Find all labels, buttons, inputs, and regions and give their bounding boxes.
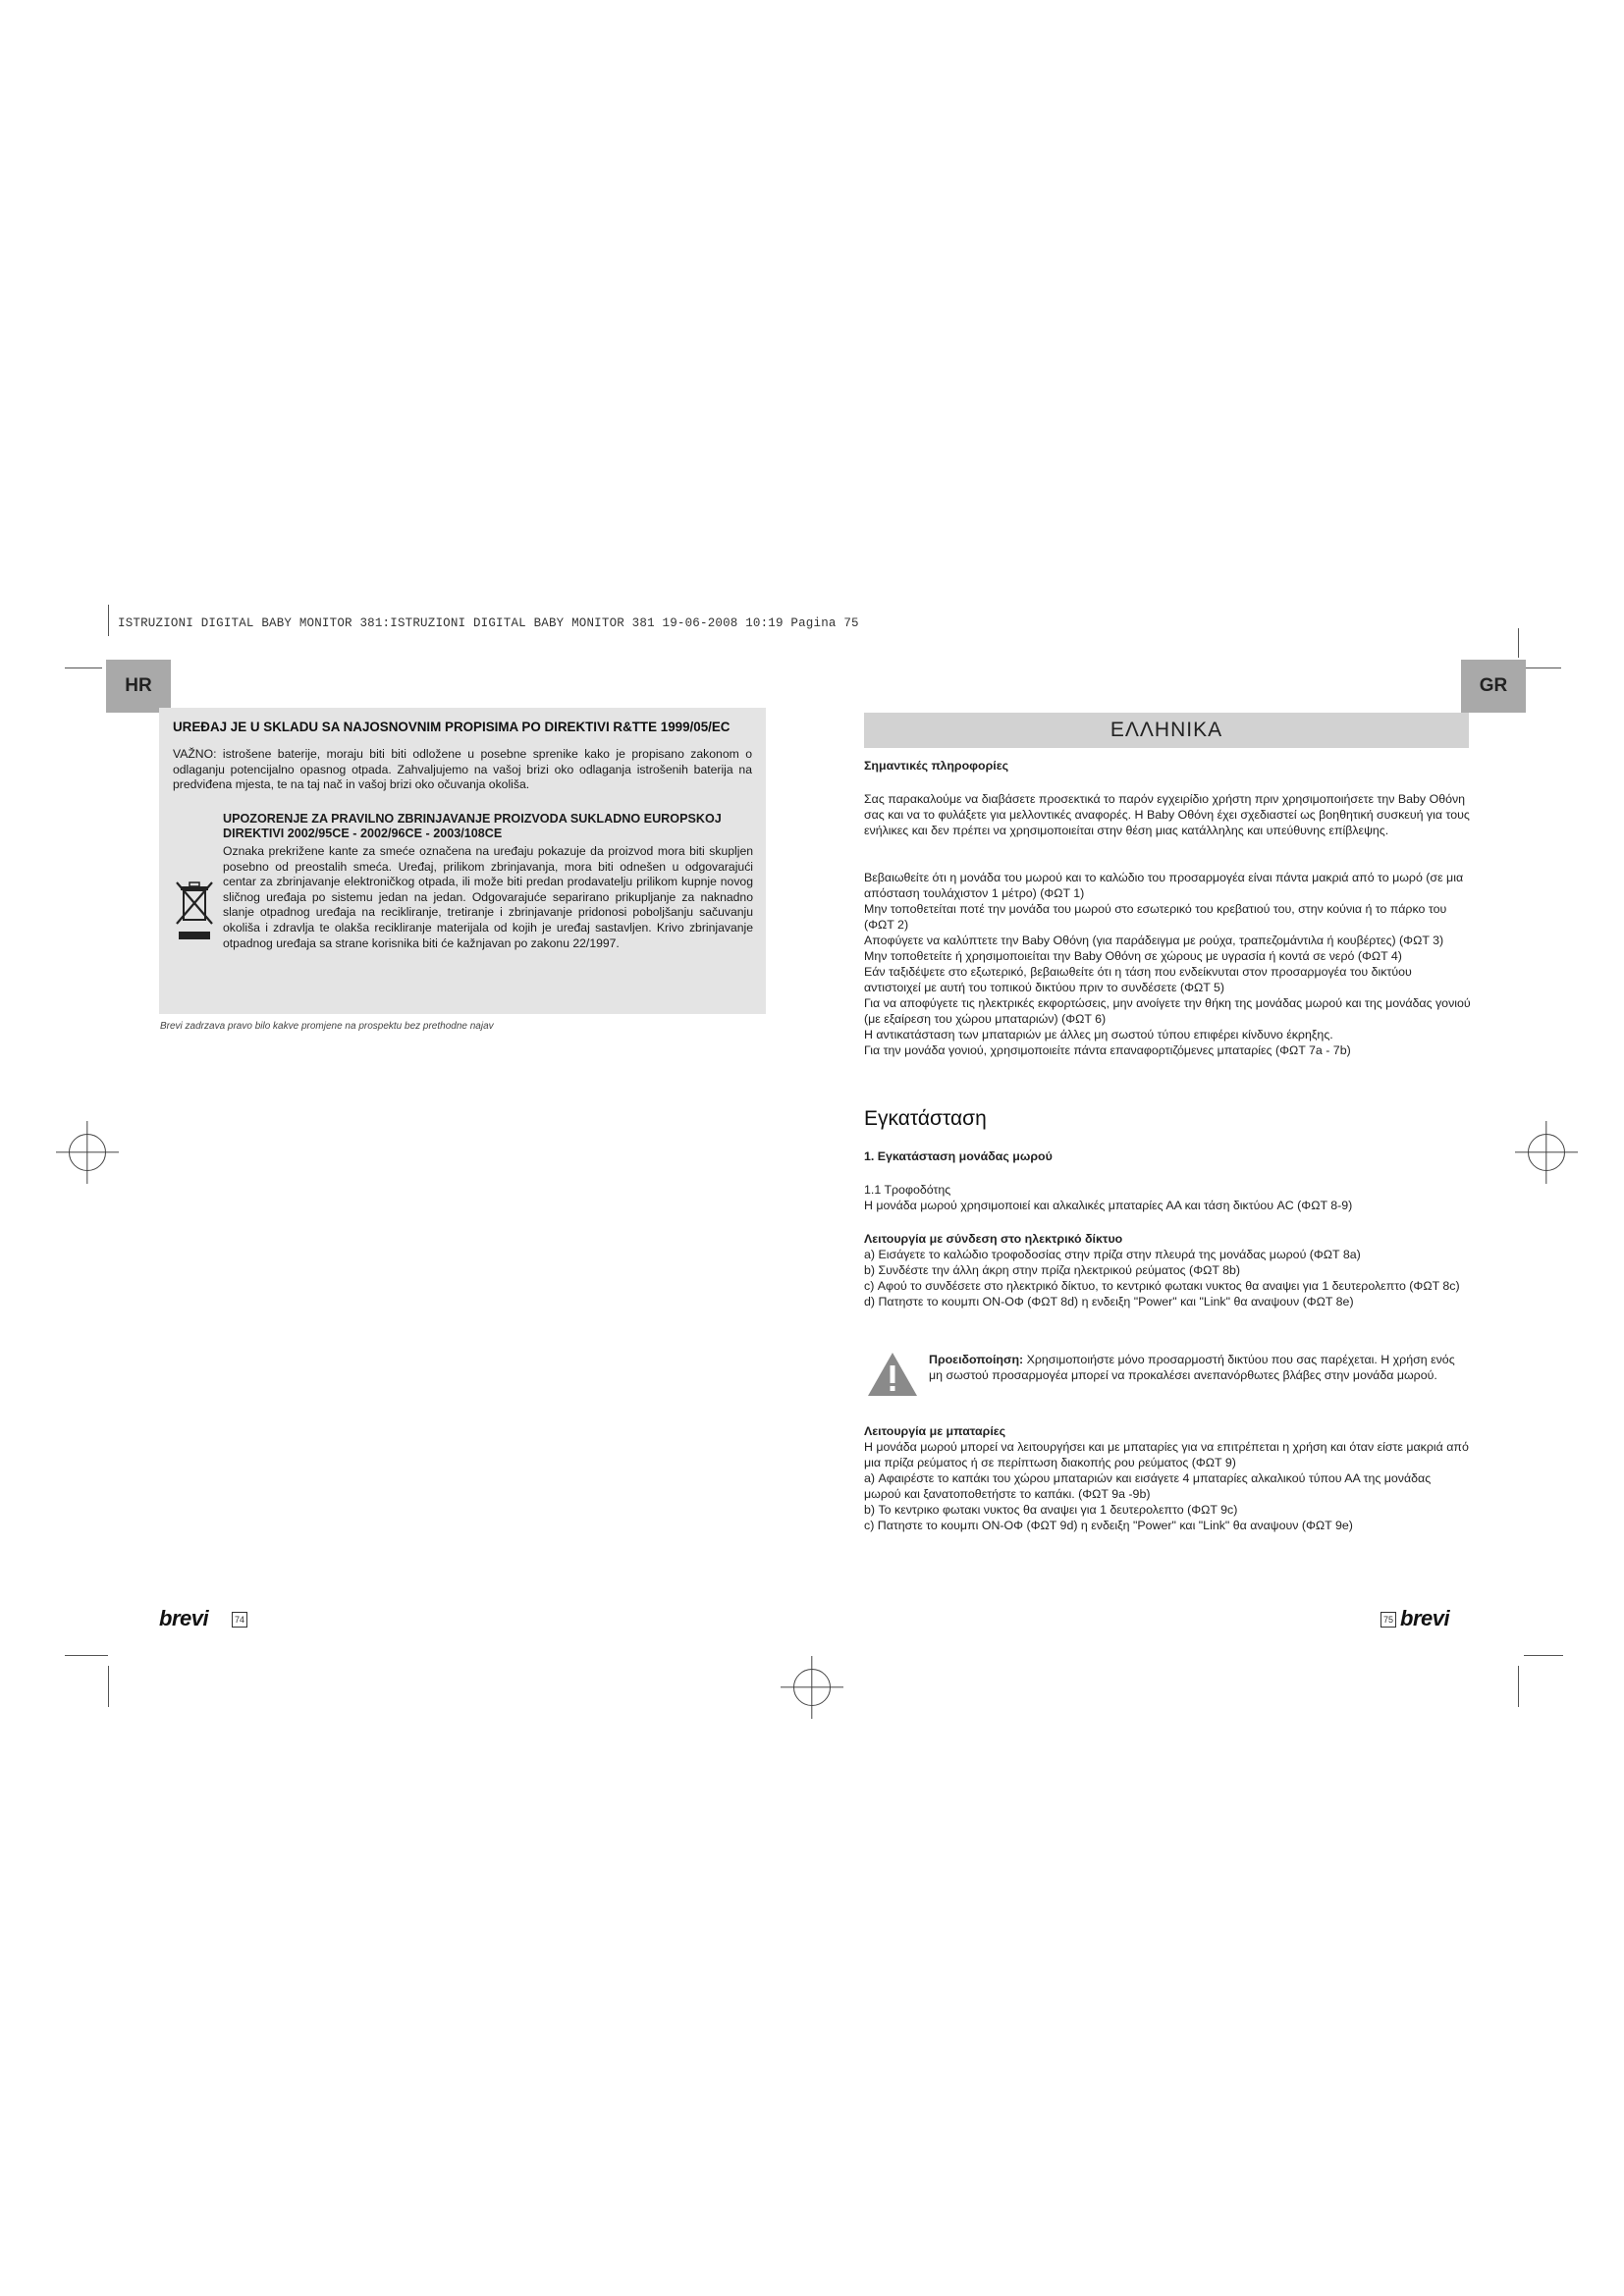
intro-text: Σας παρακαλούμε να διαβάσετε προσεκτικά το παρόν εγχειρίδιο χρήστη πριν χρησιμοποιήσετε την Baby Οθόνη σας και να το φυλάξετε για μελλοντικές αναφορές. Η Baby Οθόνη έχει σχεδιαστεί ως βοηθητική συσκευή για τους ενήλικες και δεν πρέπει να χρησιμοποιείται στην θέση μιας κατάλληλης και υπεύθυνης επίβλεψης. [864,792,1470,837]
mains-heading: Λειτουργία με σύνδεση στο ηλεκτρικό δίκτυο [864,1232,1123,1246]
battery-heading: Λειτουργία με μπαταρίες [864,1424,1006,1438]
crop-mark [108,1666,109,1707]
battery-section [864,1423,1471,1533]
weee-heading: UPOZORENJE ZA PRAVILNO ZBRINJAVANJE PROIZVODA SUKLADNO EUROPSKOJ DIREKTIVI 2002/95CE - 2002/96CE - 2003/108CE [223,812,722,840]
registration-mark-icon [69,1134,106,1171]
list-item: Μην τοποθετείται ποτέ την μονάδα του μωρού στο εσωτερικό του κρεβατιού του, στην κούνια ή το πάρκο του (ΦΩΤ 2) [864,902,1447,932]
list-item: c) Αφού το συνδέσετε στο ηλεκτρικό δίκτυο, το κεντρικό φωτακι νυκτος θα αναψει για 1 δευτερολεπτο (ΦΩΤ 8c) [864,1279,1460,1293]
battery-disposal-text: VAŽNO: istrošene baterije, moraju biti biti odložene u posebne sprenike kako je propisano zakonom o odlaganju potencijalno opasnog otpada. Zahvaljujemo na vašoj brizi oko odlaganja istrošenih baterija na predviđena mjesta, te na taj nač in vašoj brizi oko očuvanja okoliša. [173,747,752,791]
list-item: c) Πατηστε το κουμπι ON-ΟΦ (ΦΩΤ 9d) η ενδειξη "Power" και "Link" θα αναψουν (ΦΩΤ 9e) [864,1519,1353,1532]
weee-text: Oznaka prekrižene kante za smeće označena na uređaju pokazuje da proizvod mora biti skupljen posebno od preostalih smeća. Uređaj, prilikom zbrinjavanja, mora biti odnešen u odgovarajući centar za zbrinjavanje elektroničkog otpada, ili može biti predan prodavatelju prilikom kupnje novog sličnog uređaja po sistemu jedan na jedan. Odgovarajuće separirano prikupljanje za naknadno slanje otpadnog uređaja na recikliranje, tretiranje i zbrinjavanje pridonosi poboljšanju sačuvanju okoliša i zdravlja te olakša recikliranje materijala od kojih je uređaj sastavljen. Krivo zbrinjavanje otpadnog uređaja sa strane korisnika biti će kažnjavan po zakonu 22/1997. [223,844,753,950]
important-label: Σημαντικές πληροφορίες [864,759,1009,773]
brevi-logo: brevi [159,1606,209,1630]
page-number: 75 [1380,1612,1396,1628]
battery-text: Η μονάδα μωρού μπορεί να λειτουργήσει και με μπαταρίες για να επιτρέπεται η χρήση και όταν είστε μακριά από μια πρίζα ρεύματος ή σε περίπτωση διακοπής ρου ρεύματος (ΦΩΤ 9) [864,1440,1469,1469]
list-item: Μην τοποθετείτε ή χρησιμοποιείται την Baby Οθόνη σε χώρους με υγρασία ή κοντά σε νερό (ΦΩΤ 4) [864,949,1402,963]
crop-mark [1524,1655,1563,1656]
list-item: d) Πατηστε το κουμπι ON-ΟΦ (ΦΩΤ 8d) η ενδειξη "Power" και "Link" θα αναψουν (ΦΩΤ 8e) [864,1295,1354,1308]
list-item: a) Εισάγετε το καλώδιο τροφοδοσίας στην πρίζα στην πλευρά της μονάδας μωρού (ΦΩΤ 8a) [864,1248,1361,1261]
power-section [864,1182,1471,1213]
crossed-bin-icon [175,881,214,943]
registration-mark-icon [1528,1134,1565,1171]
page-number: 74 [232,1612,247,1628]
crop-mark [1518,1666,1519,1707]
list-item: Βεβαιωθείτε ότι η μονάδα του μωρού και το καλώδιο του προσαρμογέα είναι πάντα μακριά από το μωρό (σε μια απόσταση τουλάχιστον 1 μέτρο) (ΦΩΤ 1) [864,871,1464,900]
brevi-logo: brevi [1400,1606,1450,1630]
list-item: b) Συνδέστε την άλλη άκρη στην πρίζα ηλεκτρικού ρεύματος (ΦΩΤ 8b) [864,1263,1241,1277]
crop-mark [1518,628,1519,658]
disclaimer: Brevi zadrzava pravo bilo kakve promjene na prospektu bez prethodne najav [160,1021,494,1032]
crop-mark [65,1655,108,1656]
compliance-box [159,708,766,1014]
power-heading: 1.1 Τροφοδότης [864,1183,951,1197]
warning-note: Προειδοποίηση: Χρησιμοποιήστε μόνο προσαρμοστή δικτύου που σας παρέχεται. Η χρήση ενός μη σωστού προσαρμογέα μπορεί να προκαλέσει ανεπανόρθωτες βλάβες στην μονάδα μωρού. [929,1353,1455,1382]
list-item: b) Το κεντρικο φωτακι νυκτος θα αναψει για 1 δευτερολεπτο (ΦΩΤ 9c) [864,1503,1238,1517]
crop-mark [1524,667,1561,668]
list-item: Για την μονάδα γονιού, χρησιμοποιείτε πάντα επαναφορτιζόμενες μπαταρίες (ΦΩΤ 7a - 7b) [864,1043,1351,1057]
warning-triangle-icon [866,1351,919,1398]
crop-mark [108,605,109,636]
power-text: Η μονάδα μωρού χρησιμοποιεί και αλκαλικές μπαταρίες ΑΑ και τάση δικτύου AC (ΦΩΤ 8-9) [864,1199,1353,1212]
list-item: Εάν ταξιδέψετε στο εξωτερικό, βεβαιωθείτε ότι η τάση που ενδείκνυται στον προσαρμογέα του δικτύου αντιστοιχεί με αυτή του τοπικού δικτύου πριν το συνδέσετε (ΦΩΤ 5) [864,965,1412,994]
crop-mark [65,667,102,668]
list-item: a) Αφαιρέστε το καπάκι του χώρου μπαταριών και εισάγετε 4 μπαταρίες αλκαλικού τύπου ΑΑ της μονάδας μωρού και ξανατοποθετήστε το καπάκι. (ΦΩΤ 9a -9b) [864,1471,1432,1501]
language-tab-hr: HR [106,660,171,713]
language-tab-gr: GR [1461,660,1526,713]
list-item: Για να αποφύγετε τις ηλεκτρικές εκφορτώσεις, μην ανοίγετε την θήκη της μονάδας μωρού και της μονάδας γονιού (με εξαίρεση του χώρου μπαταριών) (ΦΩΤ 6) [864,996,1471,1026]
list-item: Η αντικατάσταση των μπαταριών με άλλες μη σωστού τύπου επιφέρει κίνδυνο έκρηξης. [864,1028,1333,1041]
registration-mark-icon [793,1669,831,1706]
safety-list [864,870,1471,1058]
print-slug: ISTRUZIONI DIGITAL BABY MONITOR 381:ISTRUZIONI DIGITAL BABY MONITOR 381 19-06-2008 10:19 Pagina 75 [118,616,859,630]
mains-section [864,1231,1471,1309]
compliance-heading: UREĐAJ JE U SKLADU SA NAJOSNOVNIM PROPISIMA PO DIREKTIVI R&TTE 1999/05/EC [173,720,731,734]
list-item: Αποφύγετε να καλύπτετε την Baby Οθόνη (για παράδειγμα με ρούχα, τραπεζομάντιλα ή κουβέρτες) (ΦΩΤ 3) [864,934,1444,947]
installation-heading: Εγκατάσταση [864,1107,987,1130]
section-title-bar: ΕΛΛΗΝΙΚΑ [864,713,1469,748]
install-subheading: 1. Εγκατάσταση μονάδας μωρού [864,1149,1053,1163]
